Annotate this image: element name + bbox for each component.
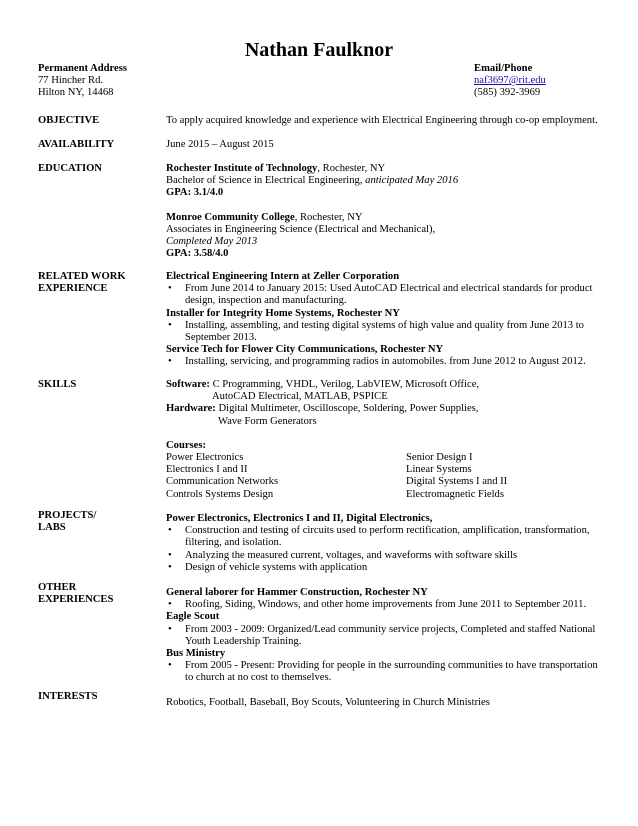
school-1-degree: Bachelor of Science in Electrical Engineering, bbox=[166, 175, 366, 187]
bullet-icon: • bbox=[168, 356, 172, 368]
permanent-address bbox=[38, 63, 127, 100]
course-row: Electronics I and II Linear Systems bbox=[166, 464, 472, 476]
other-experiences-section bbox=[166, 587, 596, 685]
address-heading: Permanent Address bbox=[38, 63, 127, 74]
other-job-2-bullet: • From 2003 - 2009: Organized/Lead community service projects, Completed and staffed National Youth Leadership Training. bbox=[168, 623, 596, 647]
contact-heading: Email/Phone bbox=[474, 63, 533, 74]
software-list: C Programming, VHDL, Verilog, LabVIEW, Microsoft Office, bbox=[209, 379, 480, 390]
hardware-label: Hardware: bbox=[166, 403, 216, 415]
job-1-bullet: • From June 2014 to January 2015: Used AutoCAD Electrical and electrical standards for product design, inspection and manufacturing. bbox=[168, 283, 593, 307]
bullet-icon: • bbox=[168, 319, 172, 331]
job-1-title: Electrical Engineering Intern at Zeller Corporation bbox=[166, 271, 400, 282]
school-2-degree: Associates in Engineering Science (Electrical and Mechanical), bbox=[166, 223, 436, 235]
availability-label: AVAILABILITY bbox=[38, 139, 115, 150]
school-1-anticipated: anticipated May 2016 bbox=[365, 175, 459, 187]
hardware-list: Digital Multimeter, Oscilloscope, Soldering, Power Supplies, bbox=[215, 403, 479, 415]
school-2-completed: Completed May 2013 bbox=[166, 236, 258, 248]
other-job-1-title: General laborer for Hammer Construction, Rochester NY bbox=[166, 587, 428, 598]
bullet-icon: • bbox=[168, 599, 172, 611]
education-section bbox=[166, 163, 596, 260]
bullet-icon: • bbox=[168, 283, 172, 295]
hardware-list-cont: Wave Form Generators bbox=[218, 415, 317, 427]
job-2-title: Installer for Integrity Home Systems, Rochester NY bbox=[166, 307, 400, 319]
projects-section bbox=[166, 513, 596, 574]
bullet-icon: • bbox=[168, 561, 172, 573]
projects-label: PROJECTS/ LABS bbox=[38, 510, 97, 534]
software-list-cont: AutoCAD Electrical, MATLAB, PSPICE bbox=[212, 391, 388, 403]
school-1-name: Rochester Institute of Technology bbox=[166, 163, 318, 174]
related-experience-section bbox=[166, 271, 596, 369]
other-job-1-bullet: • Roofing, Siding, Windows, and other home improvements from June 2011 to September 2011. bbox=[168, 599, 587, 611]
address-line-1: 77 Hincher Rd. bbox=[38, 75, 104, 87]
other-job-3-bullet: • From 2005 - Present: Providing for people in the surrounding communities to have transportation to church at no cost to themselves. bbox=[168, 660, 598, 684]
bullet-icon: • bbox=[168, 660, 172, 672]
related-experience-label: RELATED WORK EXPERIENCE bbox=[38, 271, 126, 295]
address-line-2: Hilton NY, 14468 bbox=[38, 87, 114, 99]
other-job-2-title: Eagle Scout bbox=[166, 611, 220, 623]
course-row: Communication Networks Digital Systems I and II bbox=[166, 476, 508, 488]
software-label: Software: bbox=[166, 379, 210, 390]
interests-label: INTERESTS bbox=[38, 691, 98, 702]
phone-number: (585) 392-3969 bbox=[474, 87, 541, 99]
objective-text: To apply acquired knowledge and experience with Electrical Engineering through co-op employment. bbox=[166, 115, 598, 126]
education-label: EDUCATION bbox=[38, 163, 102, 174]
project-bullet-2: • Analyzing the measured current, voltages, and waveforms with software skills bbox=[168, 549, 518, 561]
school-1-gpa: GPA: 3.1/4.0 bbox=[166, 187, 224, 199]
availability-text: June 2015 – August 2015 bbox=[166, 139, 274, 150]
job-3-bullet: • Installing, servicing, and programming radios in automobiles. from June 2012 to August 2012. bbox=[168, 356, 586, 368]
courses-label: Courses: bbox=[166, 440, 207, 451]
other-experiences-label: OTHER EXPERIENCES bbox=[38, 582, 114, 606]
bullet-icon: • bbox=[168, 525, 172, 537]
bullet-icon: • bbox=[168, 549, 172, 561]
bullet-icon: • bbox=[168, 623, 172, 635]
email-link[interactable]: naf3697@rit.edu bbox=[474, 75, 546, 87]
job-2-bullet: • Installing, assembling, and testing digital systems of high value and quality from June 2013 to September 2013. bbox=[168, 319, 584, 344]
contact-info bbox=[474, 63, 546, 100]
school-2-gpa: GPA: 3.58/4.0 bbox=[166, 248, 229, 260]
interests-text: Robotics, Football, Baseball, Boy Scouts, Volunteering in Church Ministries bbox=[166, 697, 490, 708]
school-1-location: , Rochester, NY bbox=[317, 163, 386, 174]
objective-label: OBJECTIVE bbox=[38, 115, 100, 126]
job-3-title: Service Tech for Flower City Communications, Rochester NY bbox=[166, 344, 444, 356]
skills-section bbox=[166, 379, 596, 428]
project-bullet-1: • Construction and testing of circuits used to perform rectification, amplification, transformation, filtering, and isolation. bbox=[168, 525, 590, 549]
courses-list bbox=[166, 452, 596, 501]
school-2-location: , Rochester, NY bbox=[294, 211, 363, 223]
project-bullet-3: • Design of vehicle systems with application bbox=[168, 561, 368, 573]
applicant-name: Nathan Faulknor bbox=[244, 39, 394, 61]
other-job-3-title: Bus Ministry bbox=[166, 648, 226, 660]
school-2-name: Monroe Community College bbox=[166, 211, 295, 223]
course-row: Controls Systems Design Electromagnetic Fields bbox=[166, 488, 504, 500]
projects-title: Power Electronics, Electronics I and II, Digital Electronics, bbox=[166, 513, 433, 524]
course-row: Power Electronics Senior Design I bbox=[166, 452, 473, 463]
skills-label: SKILLS bbox=[38, 379, 77, 390]
